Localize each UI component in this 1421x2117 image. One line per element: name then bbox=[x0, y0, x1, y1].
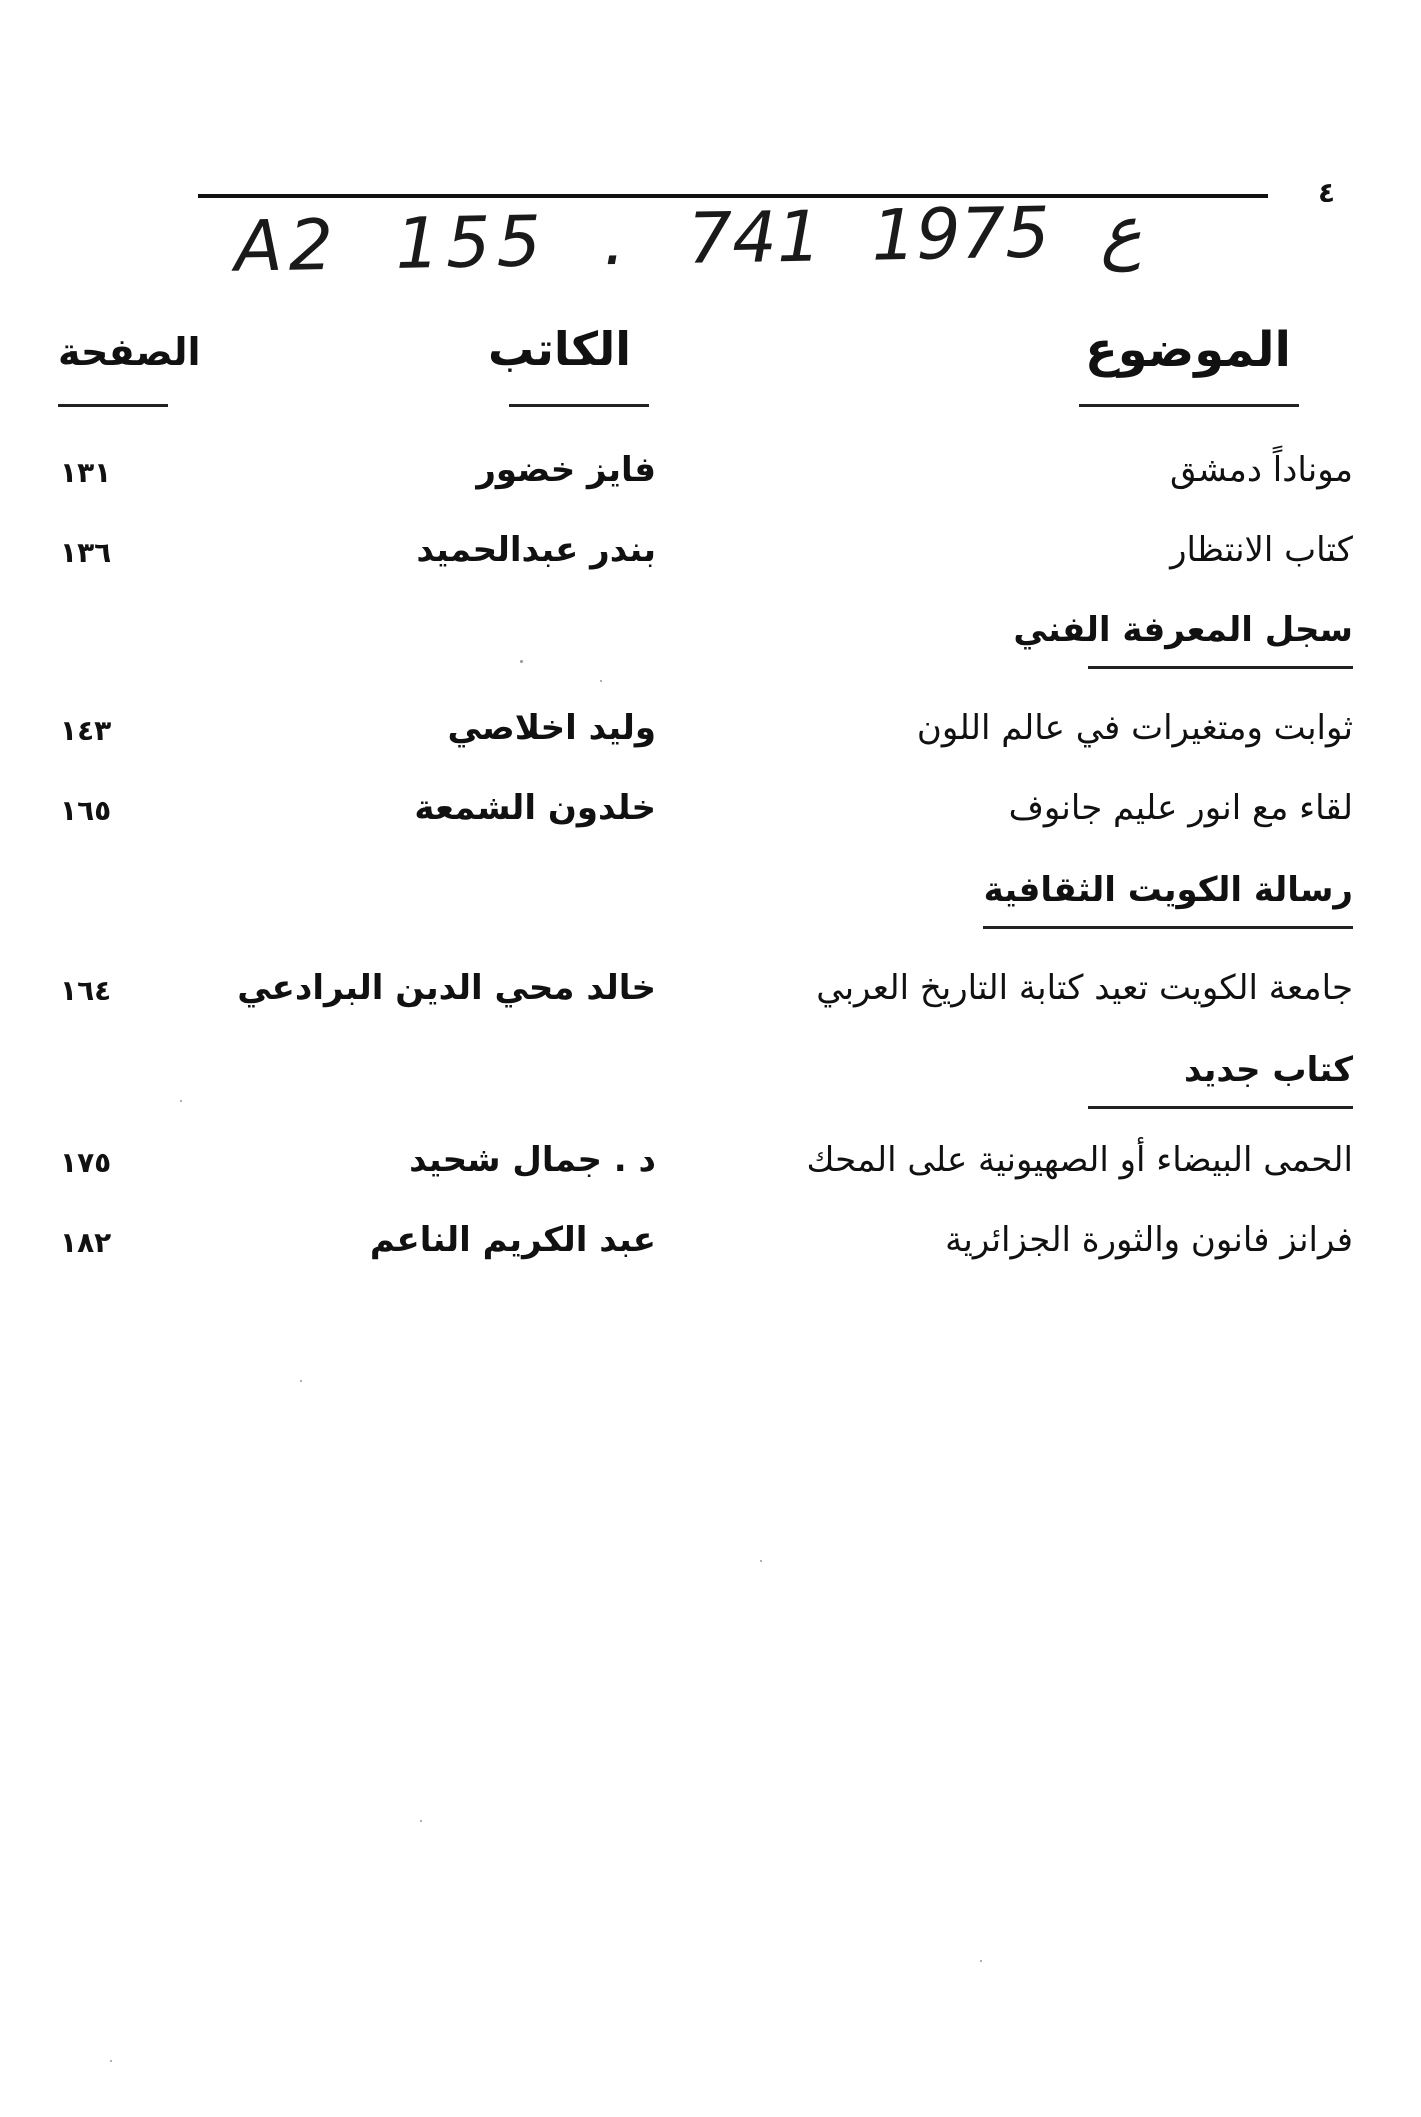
entry-author: وليد اخلاصي bbox=[447, 708, 656, 748]
column-header-page: الصفحة bbox=[58, 330, 201, 374]
section-heading bbox=[0, 1050, 1421, 1120]
toc-entry bbox=[0, 968, 1421, 1038]
scan-speck bbox=[520, 660, 523, 663]
toc-entry bbox=[0, 530, 1421, 600]
entry-author: خالد محي الدين البرادعي bbox=[237, 968, 656, 1008]
section-rule bbox=[983, 926, 1353, 929]
entry-page: ١٨٢ bbox=[60, 1226, 112, 1259]
column-header-subject: الموضوع bbox=[1084, 322, 1291, 378]
toc-entry bbox=[0, 708, 1421, 778]
entry-page: ١٣١ bbox=[60, 456, 112, 489]
entry-subject: ثوابت ومتغيرات في عالم اللون bbox=[916, 708, 1353, 748]
scan-speck bbox=[110, 2060, 112, 2062]
entry-page: ١٦٤ bbox=[60, 974, 112, 1007]
entry-author: عبد الكريم الناعم bbox=[369, 1220, 656, 1260]
section-rule bbox=[1088, 666, 1353, 669]
section-title: كتاب جديد bbox=[1184, 1050, 1353, 1090]
section-rule bbox=[1088, 1106, 1353, 1109]
entry-author: خلدون الشمعة bbox=[414, 788, 656, 828]
section-title: سجل المعرفة الفني bbox=[1013, 610, 1353, 650]
scan-speck bbox=[760, 1560, 762, 1562]
scan-speck bbox=[600, 680, 602, 682]
toc-entry bbox=[0, 450, 1421, 520]
entry-author: بندر عبدالحميد bbox=[416, 530, 656, 570]
entry-subject: الحمى البيضاء أو الصهيونية على المحك bbox=[806, 1140, 1353, 1180]
section-title: رسالة الكويت الثقافية bbox=[983, 870, 1353, 910]
entry-subject: كتاب الانتظار bbox=[1170, 530, 1353, 570]
toc-entry bbox=[0, 1220, 1421, 1290]
header-rule-author bbox=[509, 404, 649, 407]
handwritten-catalog-mark: A2 155 . ع 1975 741 bbox=[234, 189, 1143, 288]
entry-page: ١٦٥ bbox=[60, 794, 112, 827]
entry-subject: لقاء مع انور عليم جانوف bbox=[1008, 788, 1353, 828]
column-header-row bbox=[0, 322, 1421, 412]
toc-entry bbox=[0, 1140, 1421, 1210]
entry-subject: جامعة الكويت تعيد كتابة التاريخ العربي bbox=[816, 968, 1353, 1008]
table-of-contents bbox=[0, 450, 1421, 1300]
header-rule-page bbox=[58, 404, 168, 407]
scan-speck bbox=[420, 1820, 422, 1822]
section-heading bbox=[0, 870, 1421, 940]
section-heading bbox=[0, 610, 1421, 680]
scan-speck bbox=[180, 1100, 182, 1102]
entry-subject: فرانز فانون والثورة الجزائرية bbox=[945, 1220, 1353, 1260]
entry-author: فايز خضور bbox=[476, 450, 656, 490]
toc-entry bbox=[0, 788, 1421, 858]
page-number: ٤ bbox=[1318, 176, 1336, 209]
scan-speck bbox=[980, 1960, 982, 1962]
entry-page: ١٣٦ bbox=[60, 536, 112, 569]
entry-page: ١٤٣ bbox=[60, 714, 112, 747]
header-rule-subject bbox=[1079, 404, 1299, 407]
entry-author: د . جمال شحيد bbox=[409, 1140, 656, 1180]
column-header-author: الكاتب bbox=[487, 322, 631, 376]
scan-speck bbox=[300, 1380, 302, 1382]
entry-page: ١٧٥ bbox=[60, 1146, 112, 1179]
entry-subject: موناداً دمشق bbox=[1169, 450, 1353, 490]
